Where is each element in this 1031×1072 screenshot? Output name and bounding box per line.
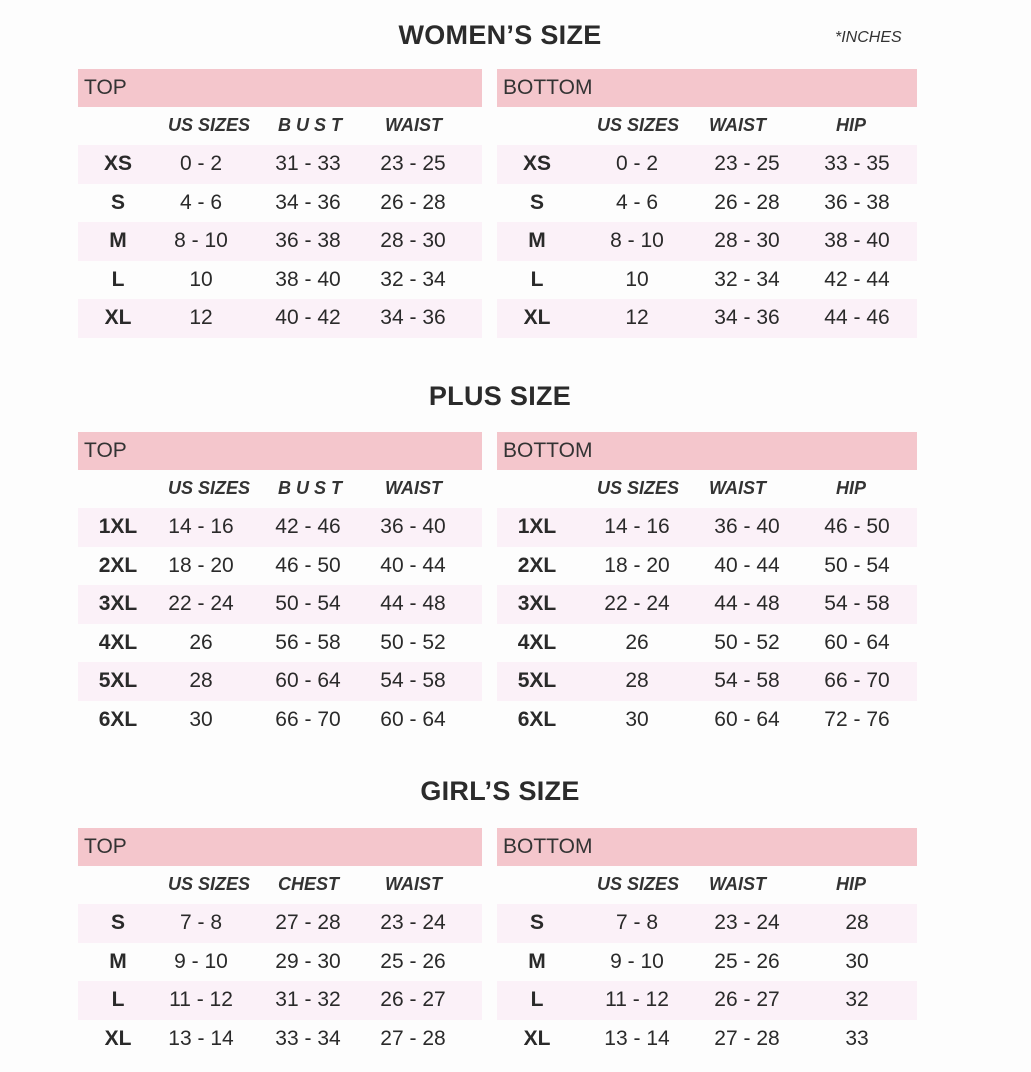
measurement-cell: 26 - 27 [380,988,446,1011]
column-headers [497,107,917,145]
size-label: 1XL [98,515,138,538]
measurement-cell: 34 - 36 [714,306,780,329]
table-row [78,943,482,982]
measurement-cell: 33 - 34 [275,1026,341,1050]
measurement-cell: 46 - 50 [275,553,341,577]
measurement-cell: 40 - 44 [380,553,446,577]
table-row [497,184,917,223]
column-header: HIP [836,478,867,498]
measurement-cell: 26 - 27 [714,988,780,1011]
column-header: WAIST [709,478,766,498]
measurement-cell: 31 - 32 [275,988,341,1011]
table-row [497,981,917,1020]
size-label: 1XL [517,515,557,538]
measurement-cell: 11 - 12 [169,988,233,1011]
measurement-cell: 26 - 28 [714,190,780,214]
size-label: M [528,229,546,252]
size-label: XL [523,1026,551,1050]
top-band-label: TOP [78,432,482,470]
measurement-cell: 28 [845,911,869,934]
measurement-cell: 13 - 14 [604,1026,670,1050]
measurement-cell: 42 - 44 [824,267,890,291]
column-header: US SIZES [168,874,251,894]
measurement-cell: 34 - 36 [275,190,341,214]
measurement-cell: 22 - 24 [604,592,670,615]
column-header: WAIST [385,115,442,135]
measurement-cell: 27 - 28 [275,911,341,934]
measurement-cell: 34 - 36 [380,306,446,329]
plus-bottom-table [497,432,917,739]
size-label: 3XL [517,592,557,615]
table-row [78,145,482,184]
top-band-label: TOP [78,828,482,866]
measurement-cell: 50 - 52 [714,630,780,654]
column-headers [497,866,917,904]
measurement-cell: 54 - 58 [380,669,446,692]
measurement-cell: 10 [625,267,649,291]
section-title-plus: PLUS SIZE [428,381,572,411]
measurement-cell: 36 - 40 [380,515,446,538]
measurement-cell: 66 - 70 [824,669,890,692]
measurement-cell: 25 - 26 [380,949,446,973]
size-label: XL [523,306,551,329]
table-row [497,701,917,740]
table-row [497,222,917,261]
size-label: L [111,267,125,291]
table-row [78,1020,482,1059]
measurement-cell: 44 - 46 [824,306,890,329]
column-header: B U S T [278,478,343,498]
measurement-cell: 54 - 58 [824,592,890,615]
measurement-cell: 22 - 24 [168,592,234,615]
measurement-cell: 8 - 10 [610,229,664,252]
size-label: 6XL [517,707,557,731]
table-row [78,222,482,261]
measurement-cell: 60 - 64 [380,707,446,731]
size-label: 4XL [517,630,557,654]
column-header: HIP [836,115,867,135]
measurement-cell: 72 - 76 [824,707,890,731]
column-headers [497,470,917,508]
girls-bottom-table [497,828,917,1058]
column-headers [78,107,482,145]
measurement-cell: 29 - 30 [275,949,341,973]
table-row [497,904,917,943]
table-row [78,184,482,223]
measurement-cell: 18 - 20 [168,553,234,577]
table-row [78,261,482,300]
measurement-cell: 36 - 38 [824,190,890,214]
measurement-cell: 28 - 30 [380,229,446,252]
measurement-cell: 30 [625,707,649,731]
size-label: XL [104,306,132,329]
measurement-cell: 32 - 34 [714,267,780,291]
girls-top-table [78,828,482,1058]
measurement-cell: 9 - 10 [174,949,228,973]
column-header: US SIZES [597,115,680,135]
table-row [497,943,917,982]
measurement-cell: 14 - 16 [604,515,670,538]
column-header: US SIZES [168,478,251,498]
size-label: XS [522,152,551,175]
column-header: US SIZES [597,874,680,894]
column-header: US SIZES [597,478,680,498]
column-header: WAIST [709,115,766,135]
measurement-cell: 50 - 52 [380,630,446,654]
table-row [78,624,482,663]
size-label: 2XL [517,553,557,577]
measurement-cell: 7 - 8 [615,911,659,934]
measurement-cell: 32 [845,988,869,1011]
table-row [78,701,482,740]
column-header: HIP [836,874,867,894]
measurement-cell: 60 - 64 [824,630,890,654]
table-row [78,904,482,943]
column-headers [78,866,482,904]
column-header: US SIZES [168,115,251,135]
measurement-cell: 60 - 64 [714,707,780,731]
size-label: XS [103,152,132,175]
table-row [497,508,917,547]
measurement-cell: 38 - 40 [275,267,341,291]
measurement-cell: 27 - 28 [380,1026,446,1050]
table-row [78,585,482,624]
measurement-cell: 46 - 50 [824,515,890,538]
measurement-cell: 28 [625,669,649,692]
measurement-cell: 12 [189,306,213,329]
units-note: *INCHES [835,29,902,46]
size-label: XL [104,1026,132,1050]
measurement-cell: 27 - 28 [714,1026,780,1050]
column-header: CHEST [278,874,340,894]
measurement-cell: 23 - 24 [714,911,780,934]
measurement-cell: 30 [189,707,213,731]
size-label: S [110,190,125,214]
measurement-cell: 42 - 46 [275,515,341,538]
measurement-cell: 54 - 58 [714,669,780,692]
column-header: WAIST [709,874,766,894]
measurement-cell: 31 - 33 [275,152,341,175]
size-label: L [530,267,544,291]
table-row [497,145,917,184]
table-row [78,662,482,701]
measurement-cell: 60 - 64 [275,669,341,692]
size-label: M [109,229,127,252]
measurement-cell: 36 - 38 [275,229,341,252]
measurement-cell: 33 - 35 [824,152,890,175]
table-row [497,299,917,338]
table-row [497,547,917,586]
measurement-cell: 26 [625,630,649,654]
measurement-cell: 28 [189,669,213,692]
plus-top-table [78,432,482,739]
measurement-cell: 11 - 12 [605,988,669,1011]
table-row [497,585,917,624]
measurement-cell: 40 - 42 [275,306,341,329]
table-row [497,662,917,701]
table-row [497,1020,917,1059]
bottom-band-label: BOTTOM [497,828,917,866]
measurement-cell: 40 - 44 [714,553,780,577]
bottom-band-label: BOTTOM [497,432,917,470]
table-row [78,508,482,547]
measurement-cell: 0 - 2 [179,152,223,175]
size-label: 6XL [98,707,138,731]
measurement-cell: 26 - 28 [380,190,446,214]
table-row [497,624,917,663]
column-header: WAIST [385,478,442,498]
section-title-girls: GIRL’S SIZE [420,776,580,806]
table-row [497,261,917,300]
size-label: 5XL [98,669,138,692]
measurement-cell: 12 [625,306,649,329]
size-label: S [110,911,125,934]
measurement-cell: 50 - 54 [275,592,341,615]
measurement-cell: 4 - 6 [615,190,659,214]
size-label: S [529,911,544,934]
size-label: M [109,949,127,973]
size-label: 4XL [98,630,138,654]
column-header: B U S T [278,115,343,135]
measurement-cell: 23 - 25 [380,152,446,175]
womens-bottom-table [497,69,917,338]
size-label: 2XL [98,553,138,577]
measurement-cell: 18 - 20 [604,553,670,577]
measurement-cell: 23 - 24 [380,911,446,934]
size-label: M [528,949,546,973]
measurement-cell: 13 - 14 [168,1026,234,1050]
table-row [78,981,482,1020]
measurement-cell: 14 - 16 [168,515,234,538]
measurement-cell: 7 - 8 [179,911,223,934]
measurement-cell: 44 - 48 [714,592,780,615]
table-row [78,299,482,338]
measurement-cell: 4 - 6 [179,190,223,214]
measurement-cell: 25 - 26 [714,949,780,973]
measurement-cell: 26 [189,630,213,654]
measurement-cell: 66 - 70 [275,707,341,731]
measurement-cell: 33 [845,1026,869,1050]
measurement-cell: 28 - 30 [714,229,780,252]
measurement-cell: 38 - 40 [824,229,890,252]
measurement-cell: 30 [845,949,869,973]
size-label: L [111,988,125,1011]
measurement-cell: 23 - 25 [714,152,780,175]
size-label: S [529,190,544,214]
size-label: 3XL [98,592,138,615]
top-band-label: TOP [78,69,482,107]
measurement-cell: 0 - 2 [615,152,659,175]
measurement-cell: 9 - 10 [610,949,664,973]
measurement-cell: 44 - 48 [380,592,446,615]
table-row [78,547,482,586]
measurement-cell: 50 - 54 [824,553,890,577]
measurement-cell: 10 [189,267,213,291]
size-label: 5XL [517,669,557,692]
section-title-womens: WOMEN’S SIZE [398,20,602,50]
measurement-cell: 36 - 40 [714,515,780,538]
column-header: WAIST [385,874,442,894]
size-label: L [530,988,544,1011]
column-headers [78,470,482,508]
measurement-cell: 56 - 58 [275,630,341,654]
bottom-band-label: BOTTOM [497,69,917,107]
measurement-cell: 8 - 10 [174,229,228,252]
measurement-cell: 32 - 34 [380,267,446,291]
womens-top-table [78,69,482,338]
